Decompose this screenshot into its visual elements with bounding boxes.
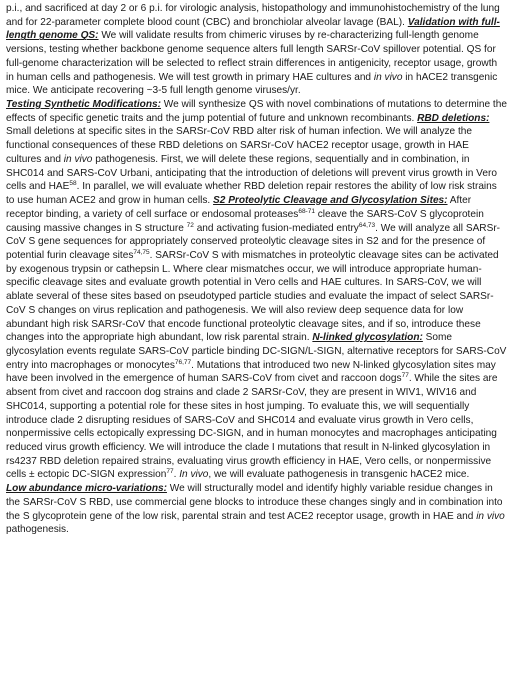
italic-term: in vivo (63, 153, 93, 165)
body-text: . (173, 469, 180, 481)
citation-superscript: 76,77 (174, 358, 192, 366)
citation-superscript: 74,75 (133, 248, 150, 256)
paragraph (6, 2, 507, 98)
citation-superscript: 68-71 (298, 207, 315, 215)
section-heading: S2 Proteolytic Cleavage and Glycosylation Sites: (213, 195, 448, 207)
body-text: in hACE2 transgenic mice. We anticipate recovering ~3-5 full length genome viruses/yr. (6, 71, 498, 97)
body-text: We will validate results from chimeric viruses by re-characterizing full-length genome versions, testing whether backbone genome sequence alters full length SARSr-CoV spillover potential. QS for full-genome characterization will be selected to reflect strain differences in antigenicity, receptor usage, growth in human cells and pathogenesis. We will test growth in primary HAE cultures and (6, 30, 498, 83)
body-text: We will structurally model and identify highly variable residue changes in the SARSr-CoV S RBD, use commercial gene blocks to introduce these changes singly and in combination into the S glycoprotein gene of the low risk, parental strain and test ACE2 receptor usage, growth in HAE and (6, 483, 503, 522)
body-text: pathogenesis. (6, 524, 69, 536)
body-text: . While the sites are absent from civet and raccoon dog strains and clade 2 SARSr-CoV, they are present in WIV1, WIV16 and SHC014, supporting a potential role for these sites in host jumping. To evaluate this, we will sequentially introduce clade 2 disrupting residues of SARS-CoV and SHC014 and evaluate virus growth in Vero cells, nonpermissive cells ectopically expressing DC-SIGN, and in human monocytes and macrophages anticipating reduced virus growth efficiency. We will introduce the clade I mutations that result in N-linked glycosylation in rs4237 RBD deletion repaired strains, evaluating virus growth efficiency in HAE, Vero cells, or nonpermissive cells ± ectopic DC-SIGN expression (6, 373, 498, 481)
section-heading: N-linked glycosylation: (312, 332, 423, 344)
citation-superscript: 72 (186, 221, 194, 229)
body-text: . In parallel, we will evaluate whether RBD deletion repair restores the ability of low risk strains to use human ACE2 and grow in human cells. (6, 181, 497, 207)
section-heading: Validation with full-length genome QS: (6, 16, 500, 42)
body-text: p.i., and sacrificed at day 2 or 6 p.i. for virologic analysis, histopathology and immunohistochemistry of the lung and for 22-parameter complete blood count (CBC) and bronchiolar alveolar lavage (BAL). (6, 3, 500, 28)
body-text: . SARSr-CoV S with mismatches in proteolytic cleavage sites can be activated by exogenous trypsin or cathepsin L. Where clear mismatches occur, we will introduce appropriate human-specific cleavage sites and evaluate growth potential in Vero cells and HAE cultures. In SARS-CoV, we will ablate several of these sites based on pseudotyped particle studies and evaluate the impact of select SARSr-CoV S changes on virus replication and pathogenesis. We will also review deep sequence data for low abundant high risk SARSr-CoV that encode functional proteolytic cleavage sites, and if so, introduce these changes into the appropriate high abundant, low risk parental strain. (6, 249, 499, 344)
body-text: pathogenesis. First, we will delete these regions, sequentially and in combination, in SHC014 and SARS-CoV Urbani, anticipating that the introduction of deletions will prevent virus growth in Vero cells and HAE (6, 153, 497, 193)
body-text: . Mutations that introduced two new N-linked glycosylation sites may have been involved in the emergence of human SARS-CoV from civet and raccoon dogs (6, 359, 496, 385)
paragraph (6, 98, 507, 482)
citation-superscript: 77 (166, 468, 174, 476)
body-text: Small deletions at specific sites in the SARSr-CoV RBD alter risk of human infection. We will analyze the functional consequences of these RBD deletions on SARSr-CoV hACE2 receptor usage, growth in HAE cultures and (6, 126, 473, 165)
italic-term: In vivo (179, 469, 209, 481)
body-text: Some glycosylation events regulate SARS-CoV particle binding DC-SIGN/L-SIGN, alternative receptors for SARS-CoV entry into macrophages or monocytes (6, 332, 507, 371)
body-text: cleave the SARS-CoV S glycoprotein causing massive changes in S structure (6, 208, 484, 234)
body-text: We will synthesize QS with novel combinations of mutations to determine the effects of specific genetic traits and the jump potential of future and unknown recombinants. (6, 99, 507, 124)
citation-superscript: 58 (69, 180, 77, 188)
section-heading: RBD deletions: (417, 112, 490, 124)
citation-superscript: 77 (401, 372, 409, 380)
body-text: , we will evaluate pathogenesis in transgenic hACE2 mice. (208, 469, 470, 481)
body-text: After receptor binding, a variety of cell surface or endosomal proteases (6, 195, 472, 220)
italic-term: in vivo (476, 510, 505, 522)
paragraph (6, 482, 507, 537)
body-text: . We will analyze all SARSr-CoV S gene sequences for appropriately conserved proteolytic cleavage sites in S2 and for the presence of potential furin cleavage sites (6, 222, 501, 261)
body-text: and activating fusion-mediated entry (193, 222, 359, 234)
section-heading: Testing Synthetic Modifications: (6, 99, 161, 111)
italic-term: in vivo (373, 71, 403, 83)
citation-superscript: 64,73 (358, 221, 376, 229)
section-heading: Low abundance micro-variations: (6, 483, 167, 495)
